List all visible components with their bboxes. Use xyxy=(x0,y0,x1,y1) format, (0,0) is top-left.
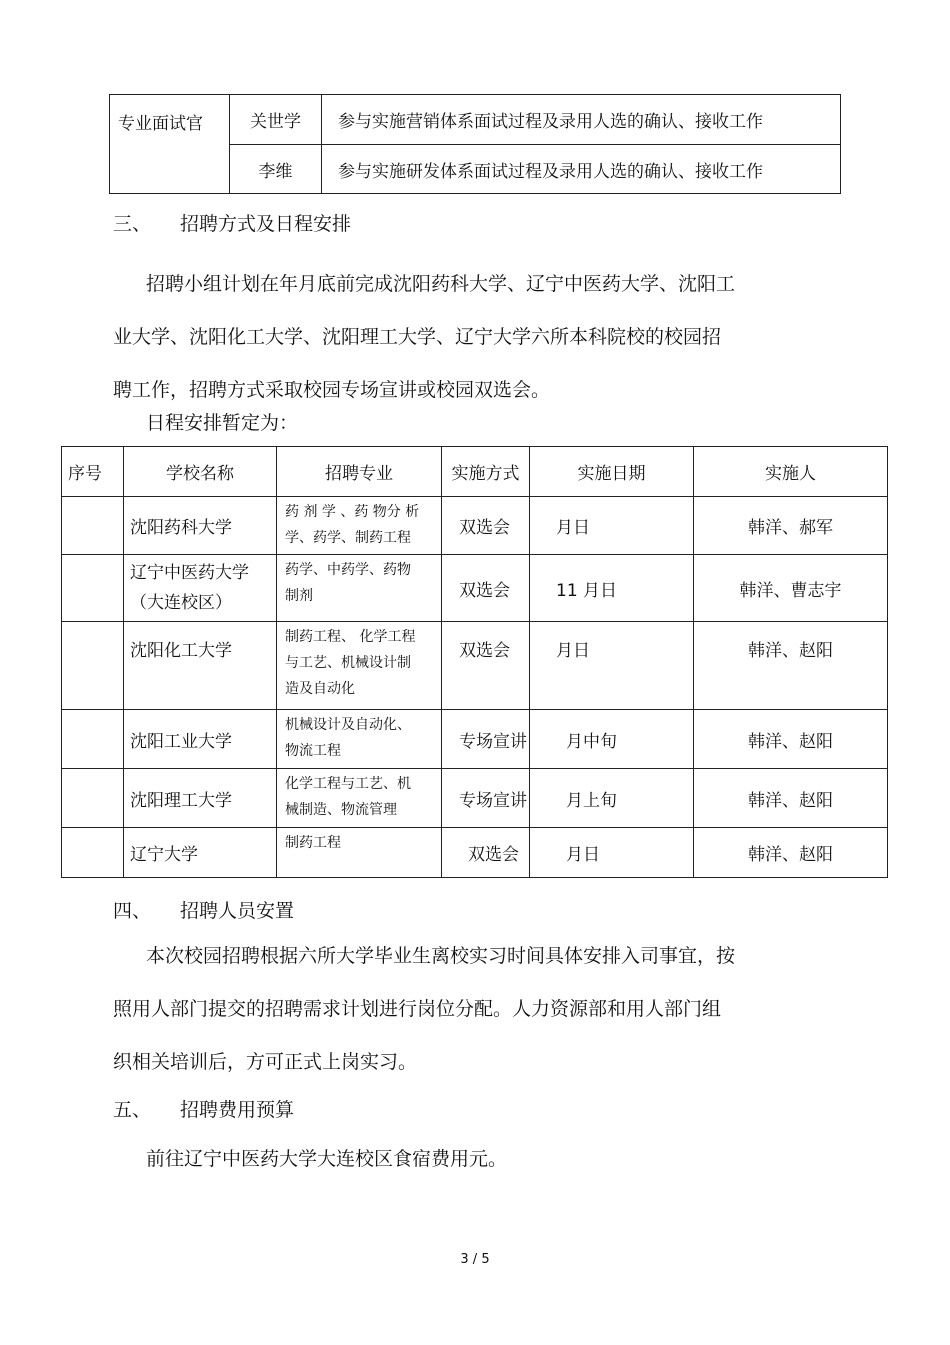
major-cell xyxy=(277,497,442,555)
table-header-row xyxy=(62,447,888,497)
schedule-table xyxy=(61,446,888,878)
date-cell: 月上旬 xyxy=(530,769,694,828)
method-cell: 双选会 xyxy=(442,555,530,622)
section-number: 五、 xyxy=(113,1099,152,1121)
major-cell xyxy=(277,710,442,769)
header-cell: 学校名称 xyxy=(124,447,277,497)
school-name xyxy=(124,710,277,769)
role-cell: 专业面试官 xyxy=(110,95,230,194)
major-line: 与工艺、机械设计制 xyxy=(285,655,411,671)
date-cell: 月日 xyxy=(530,497,694,555)
interviewer-name: 李维 xyxy=(230,145,322,194)
school-name xyxy=(124,828,277,878)
major-cell xyxy=(277,828,442,878)
staff-cell: 韩洋、赵阳 xyxy=(694,710,888,769)
table-row xyxy=(62,710,888,769)
section5-paragraph: 前往辽宁中医药大学大连校区食宿费用元。 xyxy=(146,1148,508,1170)
staff-cell: 韩洋、郝军 xyxy=(694,497,888,555)
paragraph-line: 业大学、沈阳化工大学、沈阳理工大学、辽宁大学六所本科院校的校园招 xyxy=(113,326,722,348)
school-line: 沈阳工业大学 xyxy=(130,731,232,752)
staff-cell: 韩洋、曹志宇 xyxy=(694,555,888,622)
date-cell: 月中旬 xyxy=(530,710,694,769)
section-number: 三、 xyxy=(113,213,152,235)
date-cell: 月日 xyxy=(530,622,694,710)
date-cell: 11 月日 xyxy=(530,555,694,622)
major-line: 制药工程 xyxy=(285,835,341,851)
school-line: 辽宁大学 xyxy=(130,845,198,865)
row-number xyxy=(62,622,124,710)
method-cell: 双选会 xyxy=(442,622,530,710)
staff-cell: 韩洋、赵阳 xyxy=(694,622,888,710)
header-cell: 实施日期 xyxy=(530,447,694,497)
row-number xyxy=(62,555,124,622)
table-row xyxy=(62,555,888,622)
interviewer-duty: 参与实施营销体系面试过程及录用人选的确认、接收工作 xyxy=(322,95,841,145)
table-row xyxy=(62,622,888,710)
major-line: 学、药学、制药工程 xyxy=(285,530,411,546)
method-cell: 双选会 xyxy=(442,828,530,878)
section3-paragraph xyxy=(113,258,813,417)
major-cell xyxy=(277,769,442,828)
major-cell xyxy=(277,555,442,622)
section-heading xyxy=(113,209,351,236)
major-line: 制药工程、 化学工程 xyxy=(285,629,416,645)
table-row xyxy=(62,497,888,555)
interviewer-table xyxy=(109,94,841,194)
interviewer-name: 关世学 xyxy=(230,95,322,145)
paragraph-line: 本次校园招聘根据六所大学毕业生离校实习时间具体安排入司事宜，按 xyxy=(146,945,736,967)
school-name xyxy=(124,555,277,622)
header-cell: 实施方式 xyxy=(442,447,530,497)
method-cell: 专场宣讲 xyxy=(442,769,530,828)
schedule-intro: 日程安排暂定为： xyxy=(146,412,299,434)
row-number xyxy=(62,769,124,828)
school-name xyxy=(124,769,277,828)
section-heading xyxy=(113,1095,294,1122)
school-name xyxy=(124,622,277,710)
interviewer-duty: 参与实施研发体系面试过程及录用人选的确认、接收工作 xyxy=(322,145,841,194)
major-line: 药 剂 学 、药 物分 析 xyxy=(285,504,420,520)
major-line: 制剂 xyxy=(285,588,313,604)
section-heading xyxy=(113,896,294,923)
section-title: 招聘方式及日程安排 xyxy=(180,213,352,235)
date-cell: 月日 xyxy=(530,828,694,878)
school-line: 辽宁中医药大学 xyxy=(130,563,249,583)
staff-cell: 韩洋、赵阳 xyxy=(694,828,888,878)
major-line: 造及自动化 xyxy=(285,681,355,697)
section-title: 招聘费用预算 xyxy=(180,1099,295,1121)
method-cell: 双选会 xyxy=(442,497,530,555)
paragraph-line: 织相关培训后，方可正式上岗实习。 xyxy=(113,1051,418,1073)
method-cell: 专场宣讲 xyxy=(442,710,530,769)
school-line: 沈阳化工大学 xyxy=(130,641,232,661)
major-cell xyxy=(277,622,442,710)
major-line: 机械设计及自动化、 xyxy=(285,717,411,733)
paragraph-line: 聘工作，招聘方式采取校园专场宣讲或校园双选会。 xyxy=(113,379,551,401)
page-number: 3 / 5 xyxy=(460,1252,490,1267)
school-line: 沈阳药科大学 xyxy=(130,518,232,538)
paragraph-line: 照用人部门提交的招聘需求计划进行岗位分配。人力资源部和用人部门组 xyxy=(113,998,722,1020)
major-line: 化学工程与工艺、机 xyxy=(285,776,411,792)
school-name xyxy=(124,497,277,555)
table-row xyxy=(62,769,888,828)
header-cell: 序号 xyxy=(62,447,124,497)
major-line: 物流工程 xyxy=(285,743,341,759)
header-cell: 招聘专业 xyxy=(277,447,442,497)
section-number: 四、 xyxy=(113,900,152,922)
major-line: 械制造、物流管理 xyxy=(285,802,397,818)
row-number xyxy=(62,828,124,878)
section4-paragraph xyxy=(113,930,813,1089)
school-line: （大连校区） xyxy=(130,593,232,613)
major-line: 药学、中药学、药物 xyxy=(285,562,411,578)
staff-cell: 韩洋、赵阳 xyxy=(694,769,888,828)
header-cell: 实施人 xyxy=(694,447,888,497)
table-row xyxy=(62,828,888,878)
row-number xyxy=(62,497,124,555)
school-line: 沈阳理工大学 xyxy=(130,790,232,811)
paragraph-line: 招聘小组计划在年月底前完成沈阳药科大学、辽宁中医药大学、沈阳工 xyxy=(146,273,736,295)
row-number xyxy=(62,710,124,769)
section-title: 招聘人员安置 xyxy=(180,900,295,922)
